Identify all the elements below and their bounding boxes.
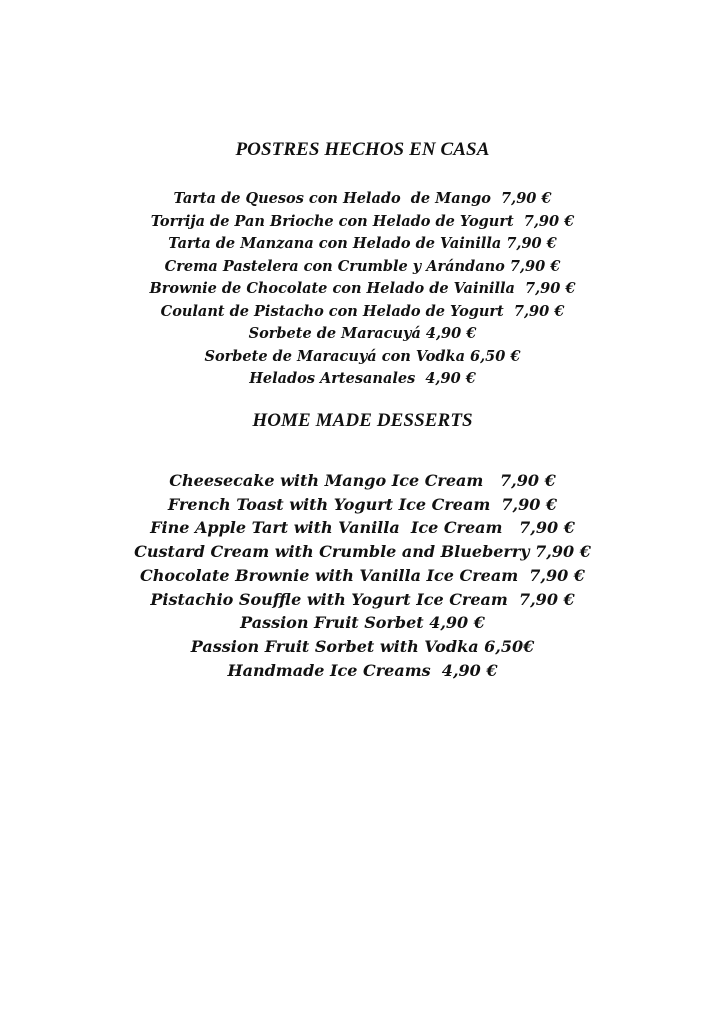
dessert-item: Handmade Ice Creams 4,90 € [227, 660, 498, 680]
dessert-item: Tarta de Quesos con Helado de Mango 7,90 € [173, 190, 552, 207]
dessert-item: Crema Pastelera con Crumble y Arándano 7,90 € [164, 257, 561, 275]
dessert-item: Brownie de Chocolate con Helado de Vainilla 7,90 € [149, 280, 576, 297]
dessert-item: Helados Artesanales 4,90 € [249, 370, 476, 387]
dessert-item: Passion Fruit Sorbet 4,90 € [240, 613, 485, 633]
spanish-section-title: POSTRES HECHOS EN CASA [235, 139, 490, 160]
spanish-dessert-list [0, 188, 725, 391]
dessert-item: French Toast with Yogurt Ice Cream 7,90 € [167, 494, 558, 514]
dessert-item: Torrija de Pan Brioche con Helado de Yogurt 7,90 € [150, 212, 575, 230]
dessert-item: Coulant de Pistacho con Helado de Yogurt 7,90 € [160, 302, 565, 320]
dessert-item: Custard Cream with Crumble and Blueberry 7,90 € [134, 542, 591, 562]
dessert-item: Tarta de Manzana con Helado de Vainilla 7,90 € [168, 235, 557, 252]
dessert-item: Passion Fruit Sorbet with Vodka 6,50€ [190, 636, 535, 656]
dessert-item: Sorbete de Maracuyá 4,90 € [248, 325, 477, 342]
dessert-item: Fine Apple Tart with Vanilla Ice Cream 7,90 € [150, 518, 575, 538]
dessert-item: Chocolate Brownie with Vanilla Ice Cream 7,90 € [140, 565, 585, 585]
dessert-item: Pistachio Souffle with Yogurt Ice Cream 7,90 € [150, 589, 575, 609]
english-section-title: HOME MADE DESSERTS [252, 410, 473, 431]
dessert-item: Cheesecake with Mango Ice Cream 7,90 € [169, 471, 556, 490]
dessert-item: Sorbete de Maracuyá con Vodka 6,50 € [204, 347, 521, 365]
english-dessert-list [0, 469, 725, 682]
